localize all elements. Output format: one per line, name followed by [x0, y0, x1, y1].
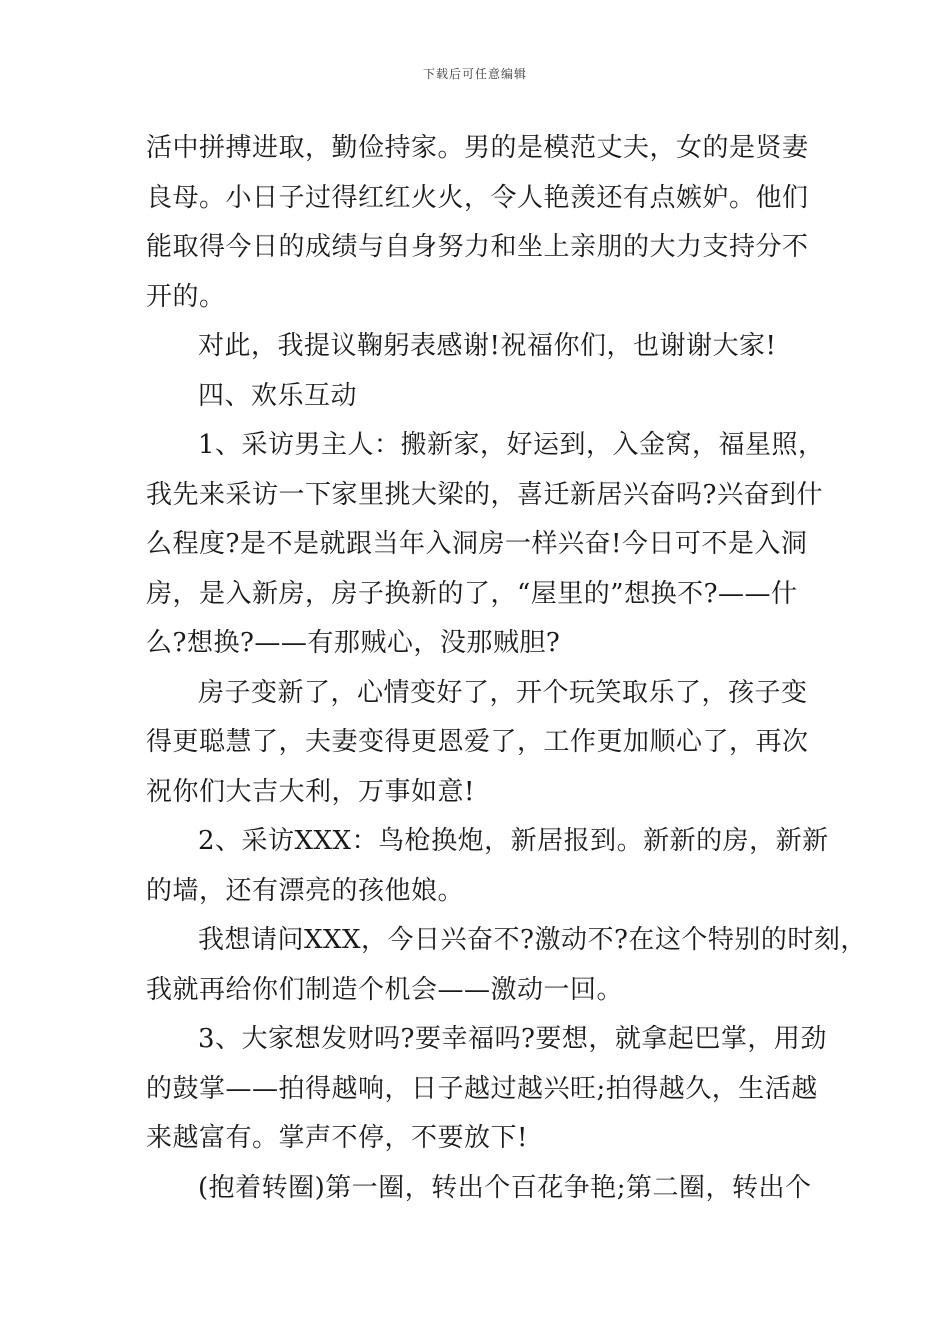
text-line: 对此，我提议鞠躬表感谢!祝福你们，也谢谢大家! [198, 331, 777, 361]
text-line: 来越富有。掌声不停，不要放下! [146, 1123, 528, 1153]
text-line: 开的。 [146, 281, 226, 312]
text-line: 房子变新了，心情变好了，开个玩笑取乐了，孩子变 [198, 677, 808, 708]
text-line: (抱着转圈)第一圈，转出个百花争艳;第二圈，转出个 [198, 1172, 812, 1203]
text-line: 祝你们大吉大利，万事如意! [146, 776, 475, 807]
text-line: 得更聪慧了，夫妻变得更恩爱了，工作更加顺心了，再次 [146, 727, 809, 757]
text-line: 的鼓掌——拍得越响，日子越过越兴旺;拍得越久，生活越 [146, 1073, 818, 1104]
text-line: 3、大家想发财吗?要幸福吗?要想，就拿起巴掌，用劲 [198, 1024, 827, 1054]
text-line: 活中拼搏进取，勤俭持家。男的是模范丈夫，女的是贤妻 [146, 133, 809, 163]
text-line: 能取得今日的成绩与自身努力和坐上亲朋的大力支持分不 [146, 232, 809, 262]
text-line: 良母。小日子过得红红火火，令人艳羡还有点嫉妒。他们 [146, 182, 809, 213]
text-line: 的墙，还有漂亮的孩他娘。 [146, 875, 465, 906]
text-line: 么?想换?——有那贼心，没那贼胆? [146, 628, 561, 658]
text-line: 么程度?是不是就跟当年入洞房一样兴奋!今日可不是入洞 [146, 529, 808, 559]
text-line: 四、欢乐互动 [198, 380, 358, 411]
page-header: 下载后可任意编辑 [422, 67, 527, 81]
text-line: 2、采访XXX：鸟枪换炮，新居报到。新新的房，新新 [198, 826, 829, 856]
text-line: 房，是入新房，房子换新的了，“屋里的”想换不?——什 [146, 578, 798, 609]
text-line: 我想请问XXX，今日兴奋不?激动不?在这个特别的时刻， [198, 925, 867, 955]
text-line: 1、采访男主人：搬新家，好运到，入金窝，福星照， [198, 430, 825, 460]
text-line: 我就再给你们制造个机会——激动一回。 [146, 974, 624, 1005]
text-line: 我先来采访一下家里挑大梁的，喜迁新居兴奋吗?兴奋到什 [146, 479, 823, 510]
document-body [146, 124, 867, 1213]
